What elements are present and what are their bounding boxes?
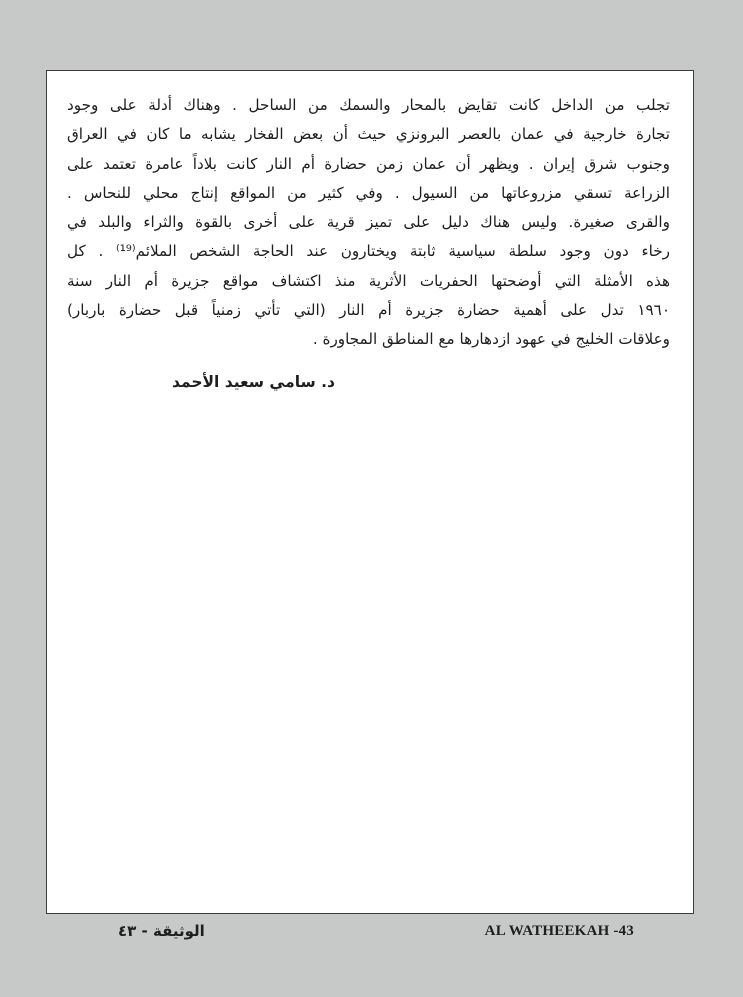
article-line-2: تجارة خارجية في عمان بالعصر البرونزي حيث أن بعض الفخار يشابه ما كان في العراق: [67, 125, 670, 144]
author-signature: د. سامي سعيد الأحمد: [171, 373, 335, 391]
article-line-1: تجلب من الداخل كانت تقايض بالمحار والسمك من الساحل . وهناك أدلة على وجود: [67, 96, 670, 114]
article-line-8: ١٩٦٠ تدل على أهمية حضارة جزيرة أم النار (التي تأتي زمنياً قبل حضارة باربار): [67, 301, 670, 320]
article-line-5: والقرى صغيرة. وليس هناك دليل على تميز قرية على أخرى بالقوة والثراء والبلد في: [67, 213, 670, 232]
article-line-6: رخاء دون وجود سلطة سياسية ثابتة ويختارون عند الحاجة الشخص الملائم⁽¹⁹⁾ . كل: [67, 242, 670, 261]
article-line-3: وجنوب شرق إيران . ويظهر أن عمان زمن حضارة أم النار كانت بلاداً عامرة تعتمد على: [67, 154, 670, 173]
content-panel: [46, 70, 694, 914]
article-line-7: هذه الأمثلة التي أوضحتها الحفريات الأثرية منذ اكتشاف مواقع جزيرة أم النار سنة: [67, 271, 670, 290]
footer-latin-page-label: AL WATHEEKAH -43: [484, 923, 634, 939]
article-line-4: الزراعة تسقي مزروعاتها من السيول . وفي كثير من المواقع إنتاج محلي للنحاس .: [67, 183, 670, 202]
footer-arabic-page-label: الوثيقة - ٤٣: [118, 922, 205, 940]
article-line-9: وعلاقات الخليج في عهود ازدهارها مع المناطق المجاورة .: [312, 330, 670, 349]
article-body: [67, 91, 670, 355]
